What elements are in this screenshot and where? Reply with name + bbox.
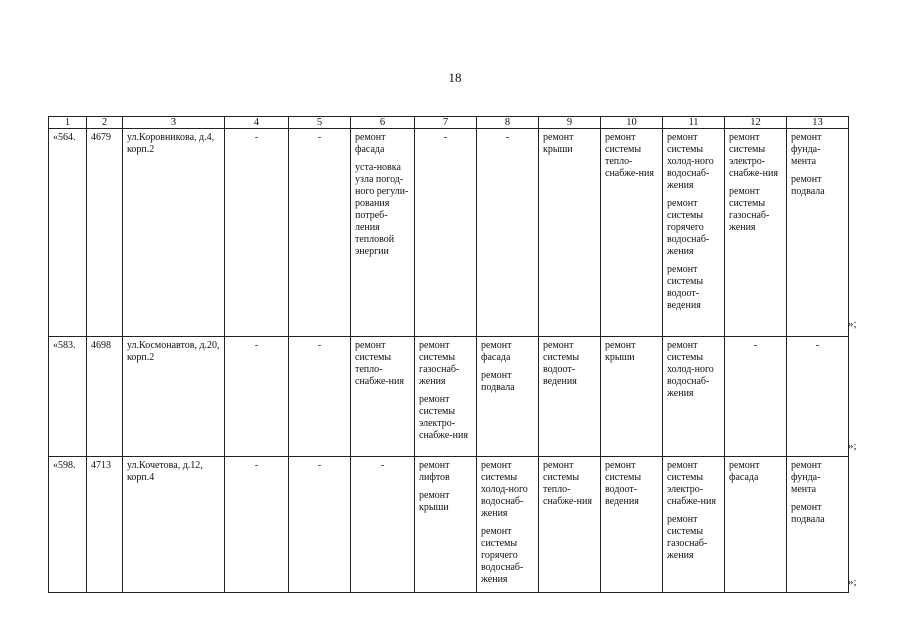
table-cell bbox=[123, 129, 225, 337]
table-cell bbox=[787, 129, 849, 337]
table-cell bbox=[87, 457, 123, 593]
table-cell bbox=[289, 129, 351, 337]
cell-text: - bbox=[815, 340, 820, 351]
cell-text: 4713 bbox=[91, 460, 111, 471]
column-number: 7 bbox=[415, 117, 477, 129]
column-number: 3 bbox=[123, 117, 225, 129]
column-number: 11 bbox=[663, 117, 725, 129]
row-suffix: »; bbox=[848, 440, 857, 452]
table-cell bbox=[477, 129, 539, 337]
cell-text: ремонт системы водоот-ведения bbox=[667, 264, 704, 311]
cell-text: - bbox=[254, 132, 259, 143]
table-cell bbox=[49, 129, 87, 337]
cell-text: - bbox=[317, 460, 322, 471]
table-cell bbox=[87, 129, 123, 337]
cell-text: ремонт подвала bbox=[791, 174, 825, 197]
table-cell bbox=[787, 337, 849, 457]
table-cell bbox=[415, 337, 477, 457]
cell-text: - bbox=[254, 460, 259, 471]
row-suffix: »; bbox=[848, 576, 857, 588]
cell-text: - bbox=[443, 132, 448, 143]
table-cell bbox=[725, 457, 787, 593]
table-cell bbox=[415, 129, 477, 337]
table-cell bbox=[539, 337, 601, 457]
table-row bbox=[49, 129, 849, 337]
cell-text: ремонт подвала bbox=[791, 502, 825, 525]
table-cell bbox=[663, 337, 725, 457]
cell-text: ремонт системы электро-снабже-ния bbox=[729, 132, 778, 179]
cell-text: - bbox=[254, 340, 259, 351]
table-cell bbox=[49, 337, 87, 457]
cell-text: ремонт системы газоснаб-жения bbox=[667, 514, 708, 561]
cell-text: ремонт системы водоот-ведения bbox=[543, 340, 580, 387]
table-cell bbox=[225, 337, 289, 457]
cell-text: ремонт лифтов bbox=[419, 460, 450, 483]
cell-text: ремонт системы горячего водоснаб-жения bbox=[481, 526, 524, 585]
cell-text: ремонт фасада bbox=[481, 340, 512, 363]
cell-text: - bbox=[317, 340, 322, 351]
table-cell bbox=[601, 129, 663, 337]
table-cell bbox=[123, 457, 225, 593]
cell-text: ремонт системы горячего водоснаб-жения bbox=[667, 198, 710, 257]
column-number: 9 bbox=[539, 117, 601, 129]
table-cell bbox=[289, 337, 351, 457]
repair-schedule-table bbox=[48, 116, 849, 593]
table-cell bbox=[539, 129, 601, 337]
cell-text: ремонт крыши bbox=[543, 132, 574, 155]
table-cell bbox=[663, 129, 725, 337]
column-number: 5 bbox=[289, 117, 351, 129]
column-number: 2 bbox=[87, 117, 123, 129]
cell-text: ремонт фасада bbox=[355, 132, 386, 155]
table-row bbox=[49, 457, 849, 593]
column-number: 13 bbox=[787, 117, 849, 129]
cell-text: 4698 bbox=[91, 340, 111, 351]
cell-text: ремонт системы тепло-снабже-ния bbox=[355, 340, 404, 387]
cell-text: ремонт фасада bbox=[729, 460, 760, 483]
column-number: 12 bbox=[725, 117, 787, 129]
row-suffix: »; bbox=[848, 318, 857, 330]
cell-text: ул.Космонавтов, д.20, корп.2 bbox=[127, 340, 220, 363]
column-number: 6 bbox=[351, 117, 415, 129]
table-cell bbox=[539, 457, 601, 593]
cell-text: - bbox=[753, 340, 758, 351]
table-cell bbox=[351, 337, 415, 457]
cell-text: ремонт системы холод-ного водоснаб-жения bbox=[667, 132, 714, 191]
column-number: 8 bbox=[477, 117, 539, 129]
table-cell bbox=[351, 457, 415, 593]
cell-text: ул.Кочетова, д.12, корп.4 bbox=[127, 460, 203, 483]
header-row bbox=[49, 117, 849, 129]
table-cell bbox=[725, 337, 787, 457]
table-cell bbox=[123, 337, 225, 457]
cell-text: ремонт системы электро-снабже-ния bbox=[419, 394, 468, 441]
table-cell bbox=[601, 457, 663, 593]
table-cell bbox=[477, 457, 539, 593]
cell-text: ремонт крыши bbox=[605, 340, 636, 363]
table-cell bbox=[225, 129, 289, 337]
page-number: 18 bbox=[448, 70, 462, 85]
cell-text: ремонт системы холод-ного водоснаб-жения bbox=[481, 460, 528, 519]
column-number: 1 bbox=[49, 117, 87, 129]
cell-text: ремонт системы водоот-ведения bbox=[605, 460, 642, 507]
table-cell bbox=[87, 337, 123, 457]
cell-text: ремонт фунда-мента bbox=[791, 132, 822, 167]
cell-text: - bbox=[380, 460, 385, 471]
cell-text: ремонт системы электро-снабже-ния bbox=[667, 460, 716, 507]
column-number: 4 bbox=[225, 117, 289, 129]
cell-text: ремонт системы газоснаб-жения bbox=[729, 186, 770, 233]
cell-text: ремонт системы холод-ного водоснаб-жения bbox=[667, 340, 714, 399]
cell-text: «564. bbox=[53, 132, 76, 143]
table-cell bbox=[787, 457, 849, 593]
column-number: 10 bbox=[601, 117, 663, 129]
cell-text: ремонт подвала bbox=[481, 370, 515, 393]
cell-text: ремонт системы тепло-снабже-ния bbox=[605, 132, 654, 179]
table-cell bbox=[351, 129, 415, 337]
table-cell bbox=[725, 129, 787, 337]
table-cell bbox=[601, 337, 663, 457]
cell-text: ул.Коровникова, д.4, корп.2 bbox=[127, 132, 215, 155]
cell-text: ремонт системы тепло-снабже-ния bbox=[543, 460, 592, 507]
cell-text: - bbox=[505, 132, 510, 143]
table-cell bbox=[49, 457, 87, 593]
cell-text: «583. bbox=[53, 340, 76, 351]
table-cell bbox=[289, 457, 351, 593]
table-cell bbox=[663, 457, 725, 593]
cell-text: «598. bbox=[53, 460, 76, 471]
cell-text: ремонт системы газоснаб-жения bbox=[419, 340, 460, 387]
table-row bbox=[49, 337, 849, 457]
table-cell bbox=[415, 457, 477, 593]
cell-text: ремонт фунда-мента bbox=[791, 460, 822, 495]
table-cell bbox=[225, 457, 289, 593]
cell-text: уста-новка узла погод-ного регули-рования потреб-ления тепловой энергии bbox=[355, 162, 409, 257]
table-cell bbox=[477, 337, 539, 457]
cell-text: 4679 bbox=[91, 132, 111, 143]
cell-text: - bbox=[317, 132, 322, 143]
cell-text: ремонт крыши bbox=[419, 490, 450, 513]
